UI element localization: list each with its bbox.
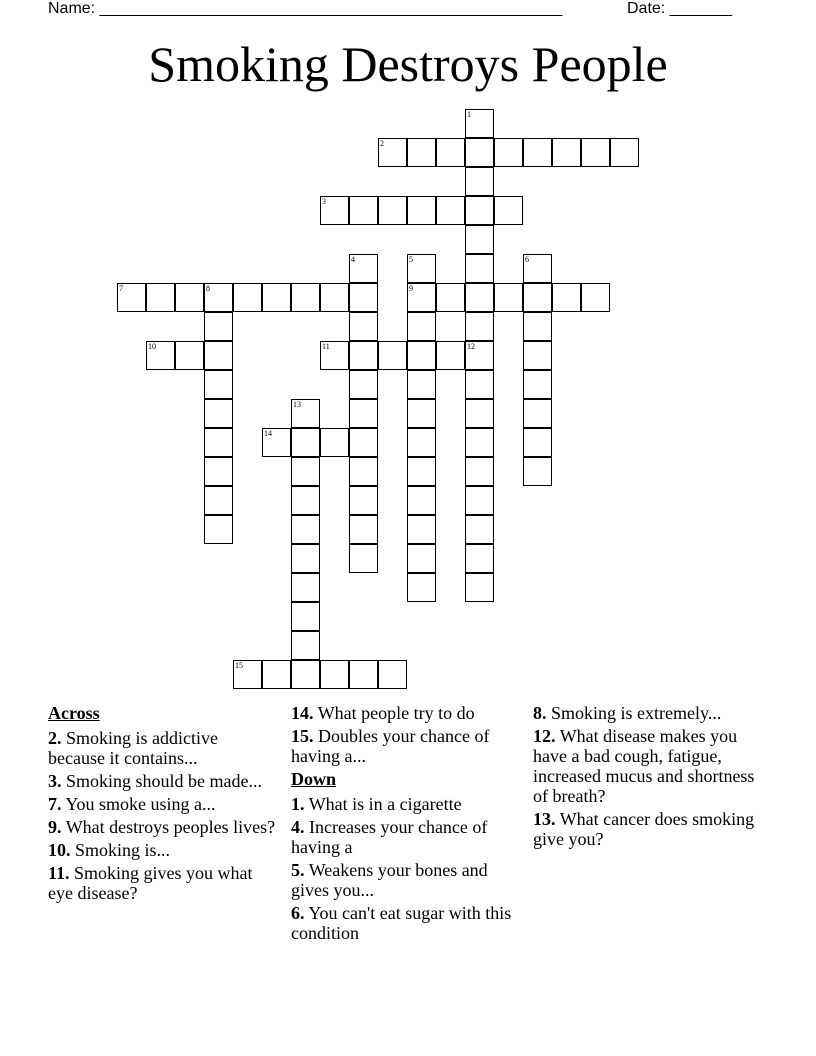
cell-number: 11 (322, 342, 330, 351)
clue-down-5 (291, 860, 521, 900)
grid-cell[interactable] (523, 341, 552, 370)
clue-text: Increases your chance of having a (291, 817, 488, 857)
grid-cell[interactable] (204, 370, 233, 399)
grid-cell[interactable] (523, 457, 552, 486)
cell-number: 15 (235, 661, 243, 670)
grid-cell[interactable] (378, 341, 407, 370)
clue-text: Smoking is... (75, 840, 171, 860)
cell-number: 6 (525, 255, 529, 264)
clues-column-3 (533, 703, 773, 852)
grid-cell[interactable] (407, 399, 436, 428)
grid-cell[interactable] (349, 254, 378, 283)
cell-number: 2 (380, 139, 384, 148)
grid-cell[interactable] (436, 283, 465, 312)
cell-number: 4 (351, 255, 355, 264)
grid-cell[interactable] (291, 602, 320, 631)
clue-number: 10. (48, 840, 71, 860)
cell-number: 1 (467, 110, 471, 119)
clue-text: What is in a cigarette (308, 794, 462, 814)
grid-cell[interactable] (349, 544, 378, 573)
grid-cell[interactable] (465, 515, 494, 544)
grid-cell[interactable] (523, 254, 552, 283)
grid-cell[interactable] (494, 283, 523, 312)
cell-number: 7 (119, 284, 123, 293)
clue-number: 3. (48, 771, 62, 791)
grid-cell[interactable] (465, 196, 494, 225)
grid-cell[interactable] (349, 341, 378, 370)
grid-cell[interactable] (204, 312, 233, 341)
grid-cell[interactable] (204, 399, 233, 428)
clue-across-7 (48, 794, 278, 814)
clue-number: 12. (533, 726, 556, 746)
clues-column-2 (291, 703, 521, 946)
grid-cell[interactable] (146, 283, 175, 312)
clue-down-6 (291, 903, 521, 943)
name-field[interactable]: Name: ____________________________________________________ (48, 0, 563, 17)
clue-across-15 (291, 726, 521, 766)
grid-cell[interactable] (349, 660, 378, 689)
grid-cell[interactable] (320, 660, 349, 689)
grid-cell[interactable] (117, 283, 146, 312)
cell-number: 13 (293, 400, 301, 409)
clue-number: 8. (533, 703, 547, 723)
clue-number: 14. (291, 703, 314, 723)
grid-cell[interactable] (465, 254, 494, 283)
clue-down-1 (291, 794, 521, 814)
grid-cell[interactable] (291, 631, 320, 660)
clue-text: What destroys peoples lives? (65, 817, 276, 837)
grid-cell[interactable] (465, 225, 494, 254)
grid-cell[interactable] (465, 109, 494, 138)
grid-cell[interactable] (349, 196, 378, 225)
grid-cell[interactable] (291, 515, 320, 544)
clue-text: Weakens your bones and gives you... (291, 860, 488, 900)
grid-cell[interactable] (291, 457, 320, 486)
grid-cell[interactable] (204, 341, 233, 370)
grid-cell[interactable] (407, 428, 436, 457)
grid-cell[interactable] (349, 283, 378, 312)
grid-cell[interactable] (233, 283, 262, 312)
grid-cell[interactable] (349, 428, 378, 457)
grid-cell[interactable] (465, 341, 494, 370)
clue-text: Smoking should be made... (66, 771, 262, 791)
grid-cell[interactable] (465, 370, 494, 399)
grid-cell[interactable] (465, 428, 494, 457)
grid-cell[interactable] (523, 312, 552, 341)
grid-cell[interactable] (465, 312, 494, 341)
grid-cell[interactable] (378, 660, 407, 689)
grid-cell[interactable] (349, 457, 378, 486)
clue-text: Smoking is addictive because it contains... (48, 728, 218, 768)
grid-cell[interactable] (465, 138, 494, 167)
grid-cell[interactable] (407, 341, 436, 370)
grid-cell[interactable] (465, 544, 494, 573)
grid-cell[interactable] (262, 283, 291, 312)
grid-cell[interactable] (552, 138, 581, 167)
grid-cell[interactable] (523, 370, 552, 399)
grid-cell[interactable] (262, 660, 291, 689)
grid-cell[interactable] (175, 283, 204, 312)
grid-cell[interactable] (349, 515, 378, 544)
clue-number: 2. (48, 728, 62, 748)
clue-number: 9. (48, 817, 62, 837)
clue-down-13 (533, 809, 773, 849)
grid-cell[interactable] (291, 573, 320, 602)
clue-text: You smoke using a... (65, 794, 216, 814)
clue-across-10 (48, 840, 278, 860)
clue-across-3 (48, 771, 278, 791)
grid-cell[interactable] (465, 573, 494, 602)
grid-cell[interactable] (320, 428, 349, 457)
cell-number: 5 (409, 255, 413, 264)
clue-text: What cancer does smoking give you? (533, 809, 755, 849)
clue-number: 11. (48, 863, 70, 883)
cell-number: 12 (467, 342, 475, 351)
grid-cell[interactable] (407, 254, 436, 283)
cell-number: 9 (409, 284, 413, 293)
grid-cell[interactable] (465, 283, 494, 312)
grid-cell[interactable] (320, 341, 349, 370)
clue-text: Doubles your chance of having a... (291, 726, 490, 766)
grid-cell[interactable] (262, 428, 291, 457)
grid-cell[interactable] (204, 283, 233, 312)
grid-cell[interactable] (349, 399, 378, 428)
grid-cell[interactable] (378, 138, 407, 167)
grid-cell[interactable] (407, 457, 436, 486)
cell-number: 10 (148, 342, 156, 351)
grid-cell[interactable] (146, 341, 175, 370)
grid-cell[interactable] (378, 196, 407, 225)
grid-cell[interactable] (552, 283, 581, 312)
grid-cell[interactable] (523, 399, 552, 428)
clue-number: 4. (291, 817, 305, 837)
grid-cell[interactable] (407, 544, 436, 573)
grid-cell[interactable] (175, 341, 204, 370)
grid-cell[interactable] (291, 544, 320, 573)
grid-cell[interactable] (233, 660, 262, 689)
clue-number: 15. (291, 726, 314, 746)
clue-down-8 (533, 703, 773, 723)
clue-down-4 (291, 817, 521, 857)
grid-cell[interactable] (610, 138, 639, 167)
clue-number: 7. (48, 794, 62, 814)
grid-cell[interactable] (291, 428, 320, 457)
page-title: Smoking Destroys People (148, 36, 668, 92)
grid-cell[interactable] (436, 196, 465, 225)
grid-cell[interactable] (494, 138, 523, 167)
grid-cell[interactable] (465, 399, 494, 428)
grid-cell[interactable] (320, 283, 349, 312)
clue-text: What people try to do (317, 703, 475, 723)
clue-text: Smoking is extremely... (551, 703, 722, 723)
grid-cell[interactable] (204, 428, 233, 457)
grid-cell[interactable] (523, 283, 552, 312)
grid-cell[interactable] (291, 486, 320, 515)
grid-cell[interactable] (436, 138, 465, 167)
grid-cell[interactable] (204, 515, 233, 544)
grid-cell[interactable] (465, 457, 494, 486)
grid-cell[interactable] (407, 370, 436, 399)
clue-number: 1. (291, 794, 305, 814)
grid-cell[interactable] (581, 138, 610, 167)
grid-cell[interactable] (494, 196, 523, 225)
cell-number: 14 (264, 429, 272, 438)
grid-cell[interactable] (349, 370, 378, 399)
grid-cell[interactable] (291, 283, 320, 312)
clue-number: 6. (291, 903, 305, 923)
grid-cell[interactable] (465, 167, 494, 196)
across-heading: Across (48, 703, 100, 723)
grid-cell[interactable] (407, 312, 436, 341)
grid-cell[interactable] (407, 138, 436, 167)
grid-cell[interactable] (349, 486, 378, 515)
date-field[interactable]: Date: _______ (627, 0, 732, 17)
grid-cell[interactable] (407, 486, 436, 515)
grid-cell[interactable] (465, 486, 494, 515)
grid-cell[interactable] (581, 283, 610, 312)
grid-cell[interactable] (291, 660, 320, 689)
clue-number: 13. (533, 809, 556, 829)
grid-cell[interactable] (349, 312, 378, 341)
grid-cell[interactable] (204, 486, 233, 515)
clue-number: 5. (291, 860, 305, 880)
down-heading: Down (291, 769, 337, 789)
clues-column-1 (48, 703, 278, 906)
grid-cell[interactable] (523, 138, 552, 167)
cell-number: 8 (206, 284, 210, 293)
clue-down-12 (533, 726, 773, 806)
clue-across-11 (48, 863, 278, 903)
grid-cell[interactable] (407, 283, 436, 312)
grid-cell[interactable] (407, 573, 436, 602)
grid-cell[interactable] (436, 341, 465, 370)
grid-cell[interactable] (204, 457, 233, 486)
grid-cell[interactable] (291, 399, 320, 428)
clue-across-9 (48, 817, 278, 837)
clue-across-2 (48, 728, 278, 768)
grid-cell[interactable] (407, 515, 436, 544)
grid-cell[interactable] (320, 196, 349, 225)
clue-text: You can't eat sugar with this condition (291, 903, 512, 943)
cell-number: 3 (322, 197, 326, 206)
grid-cell[interactable] (407, 196, 436, 225)
clue-text: What disease makes you have a bad cough, fatigue, increased mucus and shortness of breath? (533, 726, 755, 806)
clue-across-14 (291, 703, 521, 723)
clue-text: Smoking gives you what eye disease? (48, 863, 253, 903)
grid-cell[interactable] (523, 428, 552, 457)
